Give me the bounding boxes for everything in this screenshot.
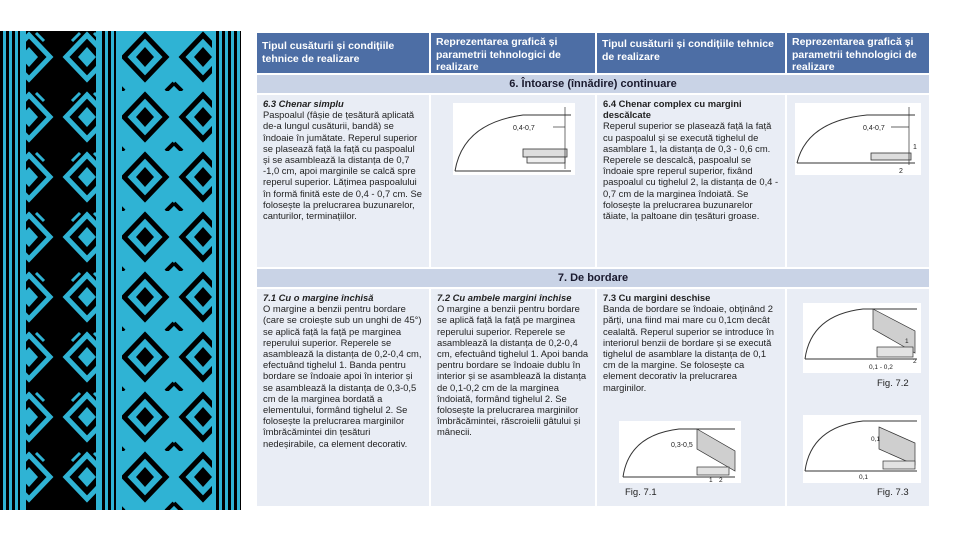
item-7-1-title: 7.1 Cu o margine închisă	[263, 292, 374, 303]
item-6-4-title: 6.4 Chenar complex cu margini descălcate	[603, 98, 742, 121]
item-7-2	[431, 289, 595, 506]
chenar-complex-mark-2: 2	[899, 168, 903, 175]
chenar-complex-dimension: 0,4-0,7	[863, 125, 885, 132]
section6-title: 6. Întoarse (înnădire) continuare	[257, 75, 929, 93]
item-6-4-figure-cell	[787, 95, 929, 267]
section7-title: 7. De bordare	[257, 269, 929, 287]
fig-7-2-label: Fig. 7.2	[877, 378, 909, 389]
figures-7-2-7-3-cell	[787, 289, 929, 506]
fig-7-3-dimension-bottom: 0,1	[859, 474, 869, 481]
fig-7-2-dimension: 0,1 - 0,2	[869, 364, 893, 371]
item-7-1-text: O margine a benzii pentru bordare (care se croiește sub un unghi de 45°) se aplică față la față pe marginea reperului superior. Reperele se asamblează la distanța de 0,2-0,4 cm, efectuând tighelul 1. Banda pentru bordare se îndoaie apoi în interior și se asamblează la distanța de 0,3-0,5 cm de la marginea bordată a elementului, formând tighelul 2. Se folosește la prelucrarea marginilor îmbrăcămintei din țesături nedeșirabile, ca element decorativ.	[263, 303, 422, 449]
item-7-1	[257, 289, 429, 506]
item-7-3-title: 7.3 Cu margini deschise	[603, 292, 711, 303]
header-col3: Tipul cusăturii și condițiile tehnice de realizare	[597, 33, 785, 73]
chenar-complex-mark-1: 1	[913, 144, 917, 151]
item-7-3-text: Banda de bordare se îndoaie, obținând 2 părți, una fiind mai mare cu 0,1cm decât cealaltă. Reperul superior se introduce în interiorul benzii de bordare și se execută tighelul de asamblare la distanța de 0,1 cm de la margine. Se folosește ca element decorativ la prelucrarea marginilor.	[603, 303, 774, 393]
fig-7-1-label: Fig. 7.1	[625, 487, 657, 498]
chenar-complex-diagram	[795, 103, 921, 175]
fig-7-1-diagram	[619, 421, 741, 483]
item-7-3	[597, 289, 785, 506]
item-6-3-figure-cell	[431, 95, 595, 267]
item-7-2-text: O margine a benzii pentru bordare se aplică față la față pe marginea reperului superior. Reperele se asamblează la distanța de 0,2-0,4 cm, efectuând tighelul 1. Apoi banda pentru bordare se îndoaie dublu în interior și se asamblează la distanța de 0,1-0,2 cm de la marginea îndoiată, formând tighelul 2. Se folosește la prelucrarea marginilor îmbrăcămintei, răscroielii gâtului și mânecii.	[437, 303, 589, 438]
chenar-simplu-dimension: 0,4-0,7	[513, 125, 535, 132]
item-6-3-title: 6.3 Chenar simplu	[263, 98, 344, 109]
header-col1: Tipul cusăturii și condițiile tehnice de realizare	[257, 33, 429, 73]
fig-7-1-mark-1: 1	[709, 477, 713, 483]
item-6-3	[257, 95, 429, 267]
decorative-woven-pattern	[0, 31, 241, 510]
fig-7-1-mark-2: 2	[719, 477, 723, 483]
fig-7-2-mark-1: 1	[905, 338, 909, 345]
fig-7-2-mark-2: 2	[913, 358, 917, 365]
item-7-2-title: 7.2 Cu ambele margini închise	[437, 292, 572, 303]
item-6-4	[597, 95, 785, 267]
header-col2: Reprezentarea grafică și parametrii tehnologici de realizare	[431, 33, 595, 73]
item-6-3-text: Paspoalul (fâșie de țesătură aplicată de-a lungul cusăturii, bandă) se îndoaie în jumătate. Reperul superior se plasează față la față cu paspoalul și se asamblează la distanța de 0,7 -1,0 cm, apoi marginile se calcă spre reperul superior. Lățimea paspoalului în formă finită este de 0,4 - 0,7 cm. Se folosește la prelucrarea buzunarelor, canturilor, terminațiilor.	[263, 109, 422, 222]
chenar-simplu-diagram	[453, 103, 575, 175]
header-col4: Reprezentarea grafică și parametrii tehnologici de realizare	[787, 33, 929, 73]
fig-7-2-diagram	[803, 303, 921, 373]
item-6-4-text: Reperul superior se plasează față la față cu paspoalul și se execută tighelul de asamblare 1, la distanța de 0,3 - 0,6 cm. Reperele se descalcă, paspoalul se îndoaie spre reperul superior, fixând paspoalul cu tighelul 2, la distanța de 0,4 - 0,7 cm de la marginea îndoiată. Se folosește la prelucrarea buzunarelor tăiate, la paltoane din țesături groase.	[603, 120, 779, 222]
fig-7-3-label: Fig. 7.3	[877, 487, 909, 498]
fig-7-3-dimension-top: 0,1	[871, 436, 881, 443]
sewing-seams-table	[257, 33, 929, 506]
fig-7-1-dimension: 0,3-0,5	[671, 442, 693, 449]
fig-7-3-diagram	[803, 415, 921, 483]
